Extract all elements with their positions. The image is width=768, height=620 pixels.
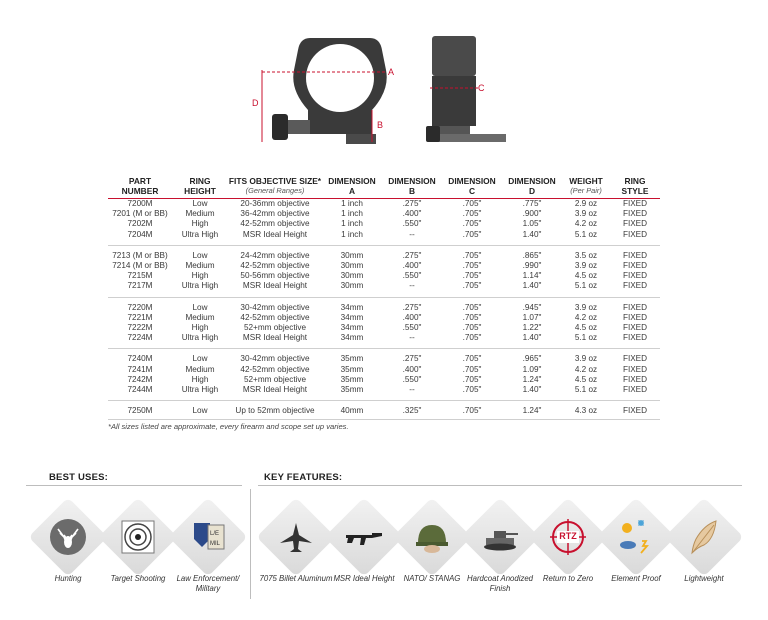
feature-label: Return to Zero bbox=[542, 574, 594, 583]
cell-dimension-d: 1.24" bbox=[502, 401, 562, 420]
cell-weight: 5.1 oz bbox=[562, 230, 610, 246]
cell-part-number: 7200M bbox=[127, 199, 153, 208]
rtz-badge-text: RTZ bbox=[559, 531, 577, 541]
dimension-c-label: C bbox=[478, 83, 485, 93]
table-row bbox=[108, 313, 660, 323]
cell-objective-size: 20-36mm objective bbox=[240, 199, 310, 208]
cell-dimension-d: .775" bbox=[522, 199, 542, 208]
cell-dimension-b: .325" bbox=[382, 401, 442, 420]
cell-dimension-b: .550" bbox=[402, 374, 422, 384]
cell-dimension-c: .705" bbox=[442, 230, 502, 246]
header-label: DIMENSION B bbox=[388, 176, 436, 196]
cell-dimension-d: .865" bbox=[522, 250, 542, 260]
badge-icon bbox=[188, 517, 228, 557]
cell-weight: 4.5 oz bbox=[574, 323, 598, 333]
cell-dimension-c: .705" bbox=[462, 209, 482, 219]
cell-objective-size: 52+mm objective bbox=[243, 323, 307, 333]
cell-objective-size: 42-52mm objective bbox=[240, 312, 310, 322]
cell-ring-height: High bbox=[191, 219, 209, 229]
header-dimension-c bbox=[442, 176, 502, 199]
cell-ring-style: FIXED bbox=[610, 385, 660, 401]
header-label: PART NUMBER bbox=[121, 176, 159, 196]
cell-ring-style: FIXED bbox=[622, 271, 648, 281]
header-dimension-a bbox=[322, 176, 382, 199]
header-part-number bbox=[108, 176, 172, 199]
table-row bbox=[108, 297, 660, 313]
table-row bbox=[108, 209, 660, 219]
feature-label: 7075 Billet Aluminum bbox=[259, 574, 333, 583]
header-ring-height bbox=[172, 176, 228, 199]
cell-dimension-b: .400" bbox=[402, 364, 422, 374]
feature-label: Law Enforcement/ Military bbox=[176, 574, 240, 593]
cell-weight: 4.5 oz bbox=[574, 271, 598, 281]
header-sublabel: (Per Pair) bbox=[570, 186, 602, 195]
cell-dimension-b: .275" bbox=[402, 302, 422, 312]
cell-objective-size: 52+mm objective bbox=[243, 374, 307, 384]
cell-dimension-d: 1.14" bbox=[522, 271, 542, 281]
cell-dimension-d: 1.05" bbox=[522, 219, 542, 229]
cell-dimension-b: .275" bbox=[402, 199, 422, 208]
cell-dimension-b: -- bbox=[382, 385, 442, 401]
header-ring-style bbox=[610, 176, 660, 199]
dimension-a-label: A bbox=[388, 67, 395, 77]
cell-dimension-a: 34mm bbox=[322, 333, 382, 349]
feature-label: Lightweight bbox=[684, 574, 724, 583]
cell-dimension-b: .400" bbox=[402, 312, 422, 322]
cell-dimension-d: .990" bbox=[522, 261, 542, 271]
cell-part-number: 7240M bbox=[127, 354, 153, 364]
cell-dimension-c: .705" bbox=[462, 312, 482, 322]
header-dimension-b bbox=[382, 176, 442, 199]
table-row bbox=[108, 245, 660, 261]
cell-part-number: 7202M bbox=[127, 219, 153, 229]
cell-ring-style: FIXED bbox=[622, 302, 648, 312]
cell-dimension-b: .275" bbox=[402, 250, 422, 260]
cell-dimension-b: -- bbox=[382, 230, 442, 246]
cell-dimension-a: 40mm bbox=[322, 401, 382, 420]
cell-dimension-d: 1.09" bbox=[522, 364, 542, 374]
cell-ring-style: FIXED bbox=[610, 230, 660, 246]
cell-dimension-b: .550" bbox=[402, 323, 422, 333]
tank-icon bbox=[480, 517, 520, 557]
cell-part-number: 7221M bbox=[127, 312, 153, 322]
table-row bbox=[108, 230, 660, 246]
cell-dimension-c: .705" bbox=[462, 261, 482, 271]
cell-dimension-a: 34mm bbox=[340, 302, 364, 312]
table-row bbox=[108, 375, 660, 385]
cell-dimension-c: .705" bbox=[442, 281, 502, 297]
cell-dimension-c: .705" bbox=[462, 374, 482, 384]
target-icon bbox=[118, 517, 158, 557]
cell-dimension-d: 1.24" bbox=[522, 374, 542, 384]
jet-icon bbox=[276, 517, 316, 557]
cell-ring-height: Low bbox=[192, 199, 208, 208]
cell-ring-height: Low bbox=[192, 354, 208, 364]
header-label: WEIGHT bbox=[569, 176, 603, 186]
cell-objective-size: 24-42mm objective bbox=[240, 250, 310, 260]
ring-dimension-diagram bbox=[250, 30, 550, 160]
cell-weight: 3.9 oz bbox=[574, 302, 598, 312]
feature-tile bbox=[664, 497, 744, 577]
cell-objective-size: 30-42mm objective bbox=[240, 354, 310, 364]
cell-dimension-a: 34mm bbox=[340, 312, 364, 322]
cell-dimension-c: .705" bbox=[462, 271, 482, 281]
cell-ring-style: FIXED bbox=[622, 261, 648, 271]
feature-label: MSR Ideal Height bbox=[333, 574, 395, 583]
cell-objective-size: Up to 52mm objective bbox=[228, 401, 322, 420]
table-body bbox=[108, 199, 660, 420]
cell-part-number: 7222M bbox=[127, 323, 153, 333]
cell-dimension-b: .400" bbox=[402, 209, 422, 219]
cell-objective-size: MSR Ideal Height bbox=[228, 333, 322, 349]
cell-dimension-c: .705" bbox=[462, 250, 482, 260]
cell-dimension-a: 30mm bbox=[340, 271, 364, 281]
cell-dimension-b: -- bbox=[382, 281, 442, 297]
header-dimension-d bbox=[502, 176, 562, 199]
table-row bbox=[108, 401, 660, 420]
cell-weight: 5.1 oz bbox=[562, 281, 610, 297]
cell-ring-height: High bbox=[191, 374, 209, 384]
cell-weight: 4.5 oz bbox=[574, 374, 598, 384]
cell-dimension-b: -- bbox=[382, 333, 442, 349]
cell-weight: 5.1 oz bbox=[562, 385, 610, 401]
table-row bbox=[108, 219, 660, 229]
cell-part-number: 7217M bbox=[108, 281, 172, 297]
feature-tile bbox=[168, 497, 248, 577]
cell-dimension-b: .400" bbox=[402, 261, 422, 271]
key-features-title: KEY FEATURES: bbox=[264, 472, 343, 483]
cell-dimension-d: 1.22" bbox=[522, 323, 542, 333]
header-weight bbox=[562, 176, 610, 199]
cell-dimension-a: 30mm bbox=[340, 261, 364, 271]
svg-text:MIL: MIL bbox=[210, 541, 221, 547]
dimension-d-label: D bbox=[252, 98, 259, 108]
feature-item bbox=[98, 497, 178, 583]
feature-item bbox=[168, 497, 248, 593]
cell-dimension-b: .275" bbox=[402, 354, 422, 364]
cell-ring-style: FIXED bbox=[610, 281, 660, 297]
cell-ring-height: Ultra High bbox=[172, 230, 228, 246]
cell-dimension-a: 35mm bbox=[322, 385, 382, 401]
table-row bbox=[108, 385, 660, 401]
key-features-rule bbox=[258, 485, 742, 486]
header-label: FITS OBJECTIVE SIZE* bbox=[228, 176, 322, 186]
header-label: DIMENSION D bbox=[508, 176, 556, 196]
cell-weight: 4.3 oz bbox=[562, 401, 610, 420]
cell-dimension-c: .705" bbox=[462, 302, 482, 312]
cell-objective-size: MSR Ideal Height bbox=[228, 230, 322, 246]
feature-tile bbox=[28, 497, 108, 577]
cell-dimension-c: .705" bbox=[442, 401, 502, 420]
cell-ring-height: Medium bbox=[185, 364, 215, 374]
cell-dimension-a: 35mm bbox=[340, 364, 364, 374]
cell-part-number: 7242M bbox=[127, 374, 153, 384]
cell-dimension-c: .705" bbox=[462, 219, 482, 229]
best-uses-title: BEST USES: bbox=[49, 472, 109, 483]
cell-ring-height: Medium bbox=[185, 261, 215, 271]
cell-weight: 4.2 oz bbox=[574, 312, 598, 322]
cell-objective-size: 42-52mm objective bbox=[240, 261, 310, 271]
feature-label: Hunting bbox=[54, 574, 82, 583]
cell-dimension-a: 35mm bbox=[340, 354, 364, 364]
header-label: DIMENSION C bbox=[448, 176, 496, 196]
cell-objective-size: MSR Ideal Height bbox=[228, 281, 322, 297]
cell-ring-height: Ultra High bbox=[172, 333, 228, 349]
svg-text:L/E: L/E bbox=[210, 531, 220, 537]
cell-ring-height: Low bbox=[192, 302, 208, 312]
spec-table bbox=[108, 176, 660, 420]
rifle-icon bbox=[344, 517, 384, 557]
cell-part-number: 7224M bbox=[108, 333, 172, 349]
table-row bbox=[108, 333, 660, 349]
cell-dimension-a: 30mm bbox=[322, 281, 382, 297]
cell-ring-style: FIXED bbox=[610, 333, 660, 349]
cell-objective-size: MSR Ideal Height bbox=[228, 385, 322, 401]
feature-label: NATO/ STANAG bbox=[403, 574, 461, 583]
cell-dimension-d: .945" bbox=[522, 302, 542, 312]
cell-dimension-c: .705" bbox=[442, 385, 502, 401]
cell-dimension-c: .705" bbox=[462, 364, 482, 374]
cell-part-number: 7241M bbox=[127, 364, 153, 374]
cell-weight: 2.9 oz bbox=[574, 199, 598, 208]
cell-ring-height: High bbox=[191, 271, 209, 281]
cell-objective-size: 36-42mm objective bbox=[240, 209, 310, 219]
cell-dimension-d: .900" bbox=[522, 209, 542, 219]
cell-part-number: 7214 (M or BB) bbox=[112, 261, 168, 271]
cell-dimension-d: 1.40" bbox=[502, 385, 562, 401]
cell-ring-style: FIXED bbox=[622, 354, 648, 364]
cell-dimension-b: .550" bbox=[402, 219, 422, 229]
cell-dimension-a: 30mm bbox=[340, 250, 364, 260]
cell-objective-size: 30-42mm objective bbox=[240, 302, 310, 312]
cell-part-number: 7201 (M or BB) bbox=[112, 209, 168, 219]
feature-item bbox=[28, 497, 108, 583]
feature-item bbox=[664, 497, 744, 583]
cell-part-number: 7215M bbox=[127, 271, 153, 281]
cell-objective-size: 42-52mm objective bbox=[240, 219, 310, 229]
cell-ring-style: FIXED bbox=[622, 364, 648, 374]
feature-tile bbox=[98, 497, 178, 577]
cell-dimension-a: 35mm bbox=[340, 374, 364, 384]
cell-ring-style: FIXED bbox=[610, 401, 660, 420]
cell-dimension-c: .705" bbox=[462, 354, 482, 364]
header-sublabel: (General Ranges) bbox=[245, 186, 305, 195]
cell-ring-height: Medium bbox=[185, 209, 215, 219]
cell-weight: 3.5 oz bbox=[574, 250, 598, 260]
cell-ring-style: FIXED bbox=[622, 199, 648, 208]
cell-weight: 4.2 oz bbox=[574, 364, 598, 374]
dimension-b-label: B bbox=[377, 120, 384, 130]
footnote: *All sizes listed are approximate, every firearm and scope set up varies. bbox=[108, 422, 349, 431]
cell-ring-height: Low bbox=[172, 401, 228, 420]
cell-dimension-d: 1.07" bbox=[522, 312, 542, 322]
table-row bbox=[108, 365, 660, 375]
feature-label: Hardcoat Anodized Finish bbox=[466, 574, 534, 593]
cell-dimension-a: 1 inch bbox=[322, 230, 382, 246]
cell-ring-style: FIXED bbox=[622, 312, 648, 322]
header-objective-size bbox=[228, 176, 322, 199]
section-divider bbox=[250, 489, 251, 599]
cell-dimension-d: 1.40" bbox=[502, 333, 562, 349]
header-label: DIMENSION A bbox=[328, 176, 376, 196]
table-row bbox=[108, 199, 660, 210]
cell-objective-size: 50-56mm objective bbox=[240, 271, 310, 281]
table-row bbox=[108, 271, 660, 281]
cell-objective-size: 42-52mm objective bbox=[240, 364, 310, 374]
feature-label: Element Proof bbox=[611, 574, 661, 583]
cell-ring-height: Ultra High bbox=[172, 281, 228, 297]
cell-part-number: 7250M bbox=[108, 401, 172, 420]
cell-dimension-b: .550" bbox=[402, 271, 422, 281]
deer-icon bbox=[48, 517, 88, 557]
header-label: RING HEIGHT bbox=[184, 176, 216, 196]
cell-ring-height: High bbox=[191, 323, 209, 333]
cell-dimension-d: .965" bbox=[522, 354, 542, 364]
cell-ring-style: FIXED bbox=[622, 374, 648, 384]
table-row bbox=[108, 349, 660, 365]
cell-dimension-a: 1 inch bbox=[341, 219, 363, 229]
cell-part-number: 7220M bbox=[127, 302, 153, 312]
cell-weight: 5.1 oz bbox=[562, 333, 610, 349]
cell-part-number: 7244M bbox=[108, 385, 172, 401]
feature-label: Target Shooting bbox=[110, 574, 166, 583]
cell-weight: 3.9 oz bbox=[574, 209, 598, 219]
cell-dimension-d: 1.40" bbox=[502, 230, 562, 246]
ring-side-view bbox=[426, 36, 506, 142]
cell-dimension-a: 1 inch bbox=[341, 199, 363, 208]
cell-dimension-c: .705" bbox=[462, 199, 482, 208]
helmet-icon bbox=[412, 517, 452, 557]
best-uses-rule bbox=[26, 485, 242, 486]
feather-icon bbox=[684, 517, 724, 557]
table-header-row bbox=[108, 176, 660, 199]
weather-icon bbox=[616, 517, 656, 557]
ring-front-view bbox=[272, 38, 387, 144]
cell-dimension-d: 1.40" bbox=[502, 281, 562, 297]
cell-ring-height: Medium bbox=[185, 312, 215, 322]
cell-dimension-a: 34mm bbox=[340, 323, 364, 333]
cell-weight: 3.9 oz bbox=[574, 261, 598, 271]
cell-ring-style: FIXED bbox=[622, 250, 648, 260]
table-row bbox=[108, 281, 660, 297]
cell-ring-height: Ultra High bbox=[172, 385, 228, 401]
table-row bbox=[108, 261, 660, 271]
cell-ring-style: FIXED bbox=[622, 219, 648, 229]
cell-ring-style: FIXED bbox=[622, 209, 648, 219]
cell-ring-style: FIXED bbox=[622, 323, 648, 333]
cell-dimension-c: .705" bbox=[442, 333, 502, 349]
cell-part-number: 7213 (M or BB) bbox=[112, 250, 168, 260]
cell-weight: 4.2 oz bbox=[574, 219, 598, 229]
cell-ring-height: Low bbox=[192, 250, 208, 260]
cell-part-number: 7204M bbox=[108, 230, 172, 246]
header-label: RING STYLE bbox=[621, 176, 649, 196]
cell-weight: 3.9 oz bbox=[574, 354, 598, 364]
cell-dimension-a: 1 inch bbox=[341, 209, 363, 219]
cell-dimension-c: .705" bbox=[462, 323, 482, 333]
table-row bbox=[108, 323, 660, 333]
